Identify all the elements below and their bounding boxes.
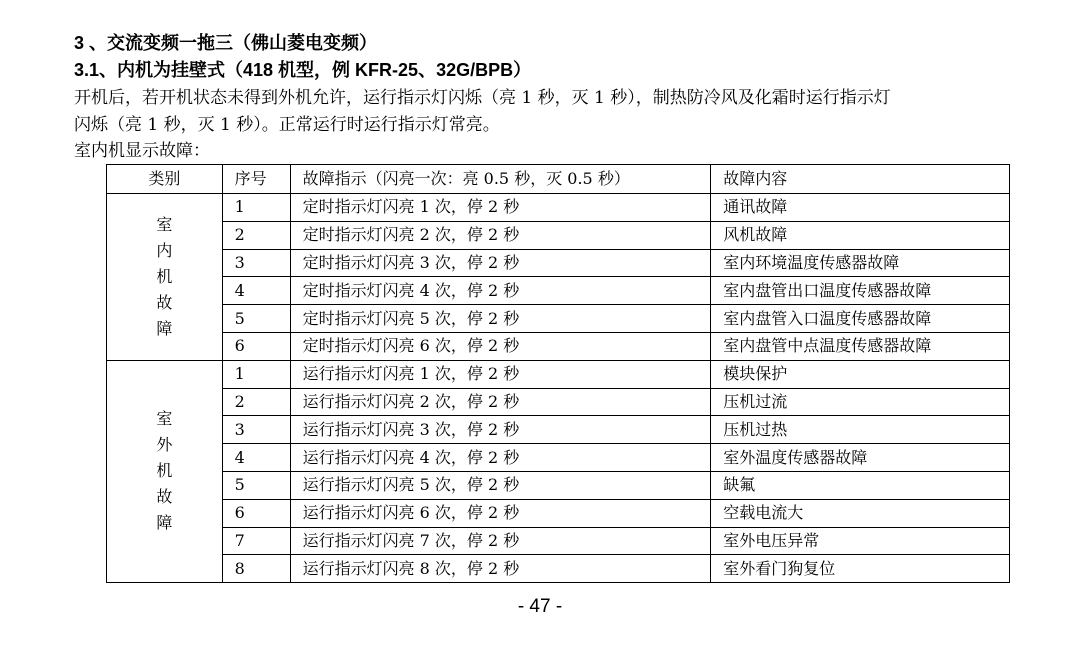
fault-indication-cell: 运行指示灯闪亮 2 次，停 2 秒 xyxy=(290,388,711,416)
fault-content-cell: 室内盘管中点温度传感器故障 xyxy=(711,332,1010,360)
subsection-heading: 3.1、内机为挂壁式（418 机型，例 KFR-25、32G/BPB） xyxy=(74,60,532,80)
row-number-cell: 2 xyxy=(222,388,290,416)
table-row xyxy=(107,471,1010,499)
header-fault: 故障内容 xyxy=(711,165,1010,194)
fault-indication-cell: 运行指示灯闪亮 1 次，停 2 秒 xyxy=(290,360,711,388)
header-indication: 故障指示（闪亮一次：亮 0.5 秒，灭 0.5 秒） xyxy=(290,165,711,194)
table-body xyxy=(107,194,1010,583)
fault-indication-cell: 定时指示灯闪亮 1 次，停 2 秒 xyxy=(290,194,711,222)
row-number-cell: 4 xyxy=(222,277,290,305)
fault-indication-cell: 定时指示灯闪亮 5 次，停 2 秒 xyxy=(290,305,711,333)
table-row xyxy=(107,305,1010,333)
fault-content-cell: 通讯故障 xyxy=(711,194,1010,222)
paragraph-line-2: 闪烁（亮 1 秒，灭 1 秒）。正常运行时运行指示灯常亮。 xyxy=(74,115,500,135)
fault-indication-cell: 运行指示灯闪亮 3 次，停 2 秒 xyxy=(290,416,711,444)
header-number: 序号 xyxy=(222,165,290,194)
table-row xyxy=(107,555,1010,583)
row-number-cell: 3 xyxy=(222,249,290,277)
table-row xyxy=(107,499,1010,527)
row-number-cell: 4 xyxy=(222,444,290,472)
row-number-cell: 7 xyxy=(222,527,290,555)
paragraph-line-1: 开机后，若开机状态未得到外机允许，运行指示灯闪烁（亮 1 秒，灭 1 秒），制热防冷风及化霜时运行指示灯 xyxy=(74,88,891,108)
row-number-cell: 5 xyxy=(222,471,290,499)
fault-content-cell: 缺氟 xyxy=(711,471,1010,499)
fault-content-cell: 室外电压异常 xyxy=(711,527,1010,555)
fault-content-cell: 风机故障 xyxy=(711,221,1010,249)
row-number-cell: 8 xyxy=(222,555,290,583)
table-row xyxy=(107,416,1010,444)
fault-content-cell: 室内环境温度传感器故障 xyxy=(711,249,1010,277)
fault-indication-cell: 运行指示灯闪亮 8 次，停 2 秒 xyxy=(290,555,711,583)
fault-indication-cell: 运行指示灯闪亮 5 次，停 2 秒 xyxy=(290,471,711,499)
indoor-category-cell: 室 内 机 故 障 xyxy=(107,194,223,361)
fault-content-cell: 室内盘管出口温度传感器故障 xyxy=(711,277,1010,305)
row-number-cell: 1 xyxy=(222,194,290,222)
row-number-cell: 6 xyxy=(222,499,290,527)
row-number-cell: 3 xyxy=(222,416,290,444)
fault-content-cell: 模块保护 xyxy=(711,360,1010,388)
table-caption: 室内机显示故障： xyxy=(74,141,210,161)
table-row xyxy=(107,221,1010,249)
table-row xyxy=(107,388,1010,416)
header-category: 类别 xyxy=(107,165,223,194)
fault-content-cell: 室外看门狗复位 xyxy=(711,555,1010,583)
fault-indication-cell: 运行指示灯闪亮 6 次，停 2 秒 xyxy=(290,499,711,527)
fault-indication-cell: 定时指示灯闪亮 3 次，停 2 秒 xyxy=(290,249,711,277)
row-number-cell: 1 xyxy=(222,360,290,388)
fault-indication-cell: 运行指示灯闪亮 7 次，停 2 秒 xyxy=(290,527,711,555)
fault-indication-cell: 定时指示灯闪亮 2 次，停 2 秒 xyxy=(290,221,711,249)
fault-content-cell: 压机过热 xyxy=(711,416,1010,444)
fault-content-cell: 室内盘管入口温度传感器故障 xyxy=(711,305,1010,333)
table-header-row xyxy=(107,165,1010,194)
section-heading: 3 、交流变频一拖三（佛山菱电变频） xyxy=(74,33,378,53)
page-number: - 47 - xyxy=(517,596,563,617)
table-row xyxy=(107,332,1010,360)
table-row xyxy=(107,444,1010,472)
row-number-cell: 5 xyxy=(222,305,290,333)
fault-indication-cell: 运行指示灯闪亮 4 次，停 2 秒 xyxy=(290,444,711,472)
table-row xyxy=(107,527,1010,555)
table-row xyxy=(107,249,1010,277)
fault-content-cell: 室外温度传感器故障 xyxy=(711,444,1010,472)
fault-code-table xyxy=(106,164,1010,583)
fault-content-cell: 空载电流大 xyxy=(711,499,1010,527)
fault-indication-cell: 定时指示灯闪亮 6 次，停 2 秒 xyxy=(290,332,711,360)
table-row xyxy=(107,360,1010,388)
fault-indication-cell: 定时指示灯闪亮 4 次，停 2 秒 xyxy=(290,277,711,305)
row-number-cell: 2 xyxy=(222,221,290,249)
table-row xyxy=(107,277,1010,305)
fault-content-cell: 压机过流 xyxy=(711,388,1010,416)
outdoor-category-cell: 室 外 机 故 障 xyxy=(107,360,223,582)
table-row xyxy=(107,194,1010,222)
row-number-cell: 6 xyxy=(222,332,290,360)
